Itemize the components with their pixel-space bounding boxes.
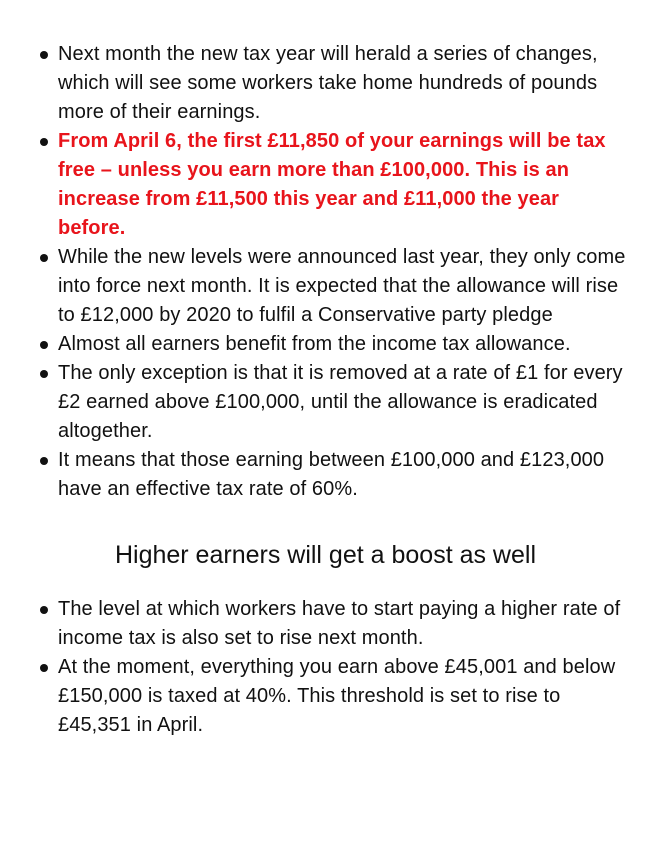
bullet-item: Next month the new tax year will herald a series of changes, which will see some workers take home hundreds of pounds more of their earnings. xyxy=(38,40,629,127)
bullet-item: Almost all earners benefit from the income tax allowance. xyxy=(38,330,629,359)
bullet-item: The only exception is that it is removed at a rate of £1 for every £2 earned above £100,000, until the allowance is eradicated altogether. xyxy=(38,359,629,446)
bullet-list-allowance xyxy=(38,40,629,504)
bullet-item: While the new levels were announced last year, they only come into force next month. It is expected that the allowance will rise to £12,000 by 2020 to fulfil a Conservative party pledge xyxy=(38,243,629,330)
bullet-item: It means that those earning between £100,000 and £123,000 have an effective tax rate of 60%. xyxy=(38,446,629,504)
bullet-item-highlighted: From April 6, the first £11,850 of your earnings will be tax free – unless you earn more than £100,000. This is an increase from £11,500 this year and £11,000 the year before. xyxy=(38,127,629,243)
section-subheading: Higher earners will get a boost as well xyxy=(114,541,537,569)
bullet-item: At the moment, everything you earn above £45,001 and below £150,000 is taxed at 40%. This threshold is set to rise to £45,351 in April. xyxy=(38,653,629,740)
bullet-item: The level at which workers have to start paying a higher rate of income tax is also set to rise next month. xyxy=(38,595,629,653)
bullet-list-higher-earners xyxy=(38,595,629,740)
